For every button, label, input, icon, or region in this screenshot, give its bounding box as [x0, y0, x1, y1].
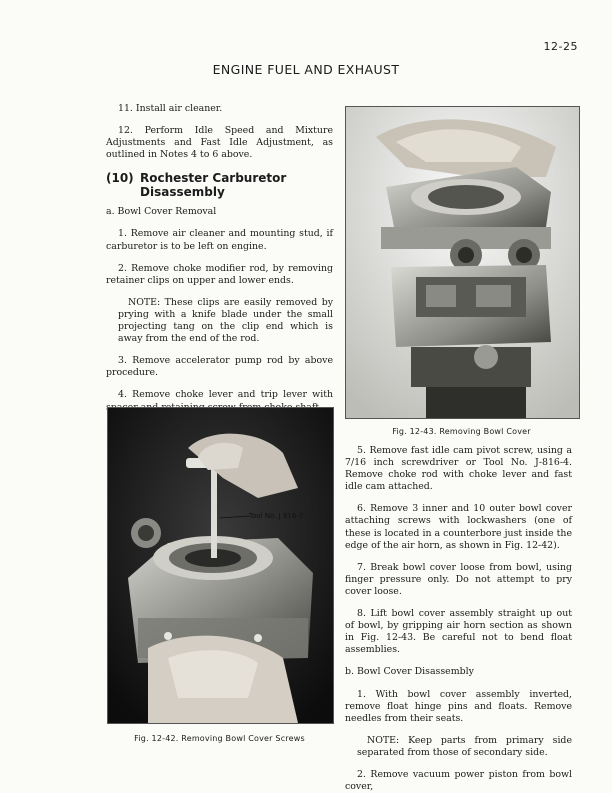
step-2: 2. Remove choke modifier rod, by removing retainer clips on upper and lower ends.: [106, 262, 333, 286]
step-3: 3. Remove accelerator pump rod by above procedure.: [106, 355, 333, 379]
page-number: 12-25: [543, 40, 578, 53]
subheading-a: a. Bowl Cover Removal: [106, 206, 217, 218]
fig-12-43-photo: [345, 106, 580, 419]
left-column: [106, 103, 333, 414]
step-8: 8. Lift bowl cover assembly straight up out of bowl, by gripping air horn section as shown in Fig. 12-43. Be careful not to bend float assemblies.: [345, 608, 572, 656]
note-clips: NOTE: These clips are easily removed by prying with a knife blade under the small projecting tang on the clip end which is away from the end of the rod.: [118, 296, 333, 345]
page-header: ENGINE FUEL AND EXHAUST: [212, 62, 400, 77]
tool-callout-label: Tool No. J 816-7: [249, 512, 304, 520]
section-title: [140, 171, 286, 199]
carburetor-screwdriver-illustration: [108, 408, 333, 723]
fig-12-42-photo: [107, 407, 334, 724]
step-7: 7. Break bowl cover loose from bowl, using finger pressure only. Do not attempt to pry cover loose.: [345, 561, 572, 597]
step-b2: 2. Remove vacuum power piston from bowl cover,: [345, 768, 572, 793]
step-12: 12. Perform Idle Speed and Mixture Adjustments and Fast Idle Adjustment, as outlined in Notes 4 to 6 above.: [106, 125, 333, 161]
fig-12-42-caption: Fig. 12-42. Removing Bowl Cover Screws: [134, 734, 305, 743]
section-number: (10): [106, 171, 134, 186]
right-column: [345, 445, 572, 793]
step-5: 5. Remove fast idle cam pivot screw, using a 7/16 inch screwdriver or Tool No. J-816-4. Remove choke rod with choke lever and fast idle cam attached.: [345, 445, 572, 493]
section-title-line2: Disassembly: [140, 185, 225, 200]
step-11: 11. Install air cleaner.: [118, 103, 223, 114]
note-parts: NOTE: Keep parts from primary side separated from those of secondary side.: [357, 734, 572, 758]
bowl-cover-lift-illustration: [346, 107, 579, 418]
step-b1: 1. With bowl cover assembly inverted, remove float hinge pins and floats. Remove needles from their seats.: [345, 688, 572, 724]
fig-12-43-caption: Fig. 12-43. Removing Bowl Cover: [392, 427, 531, 436]
subheading-b: b. Bowl Cover Disassembly: [345, 666, 474, 678]
step-6: 6. Remove 3 inner and 10 outer bowl cover attaching screws with lockwashers (one of these is located in a counterbore just inside the edge of the air horn, as shown in Fig. 12-42).: [345, 503, 572, 551]
section-heading: [106, 171, 333, 199]
step-4: 4. Remove choke lever and trip lever with: [118, 389, 333, 401]
section-title-line1: Rochester Carburetor: [140, 171, 287, 186]
step-1: 1. Remove air cleaner and mounting stud, if carburetor is to be left on engine.: [106, 228, 333, 252]
